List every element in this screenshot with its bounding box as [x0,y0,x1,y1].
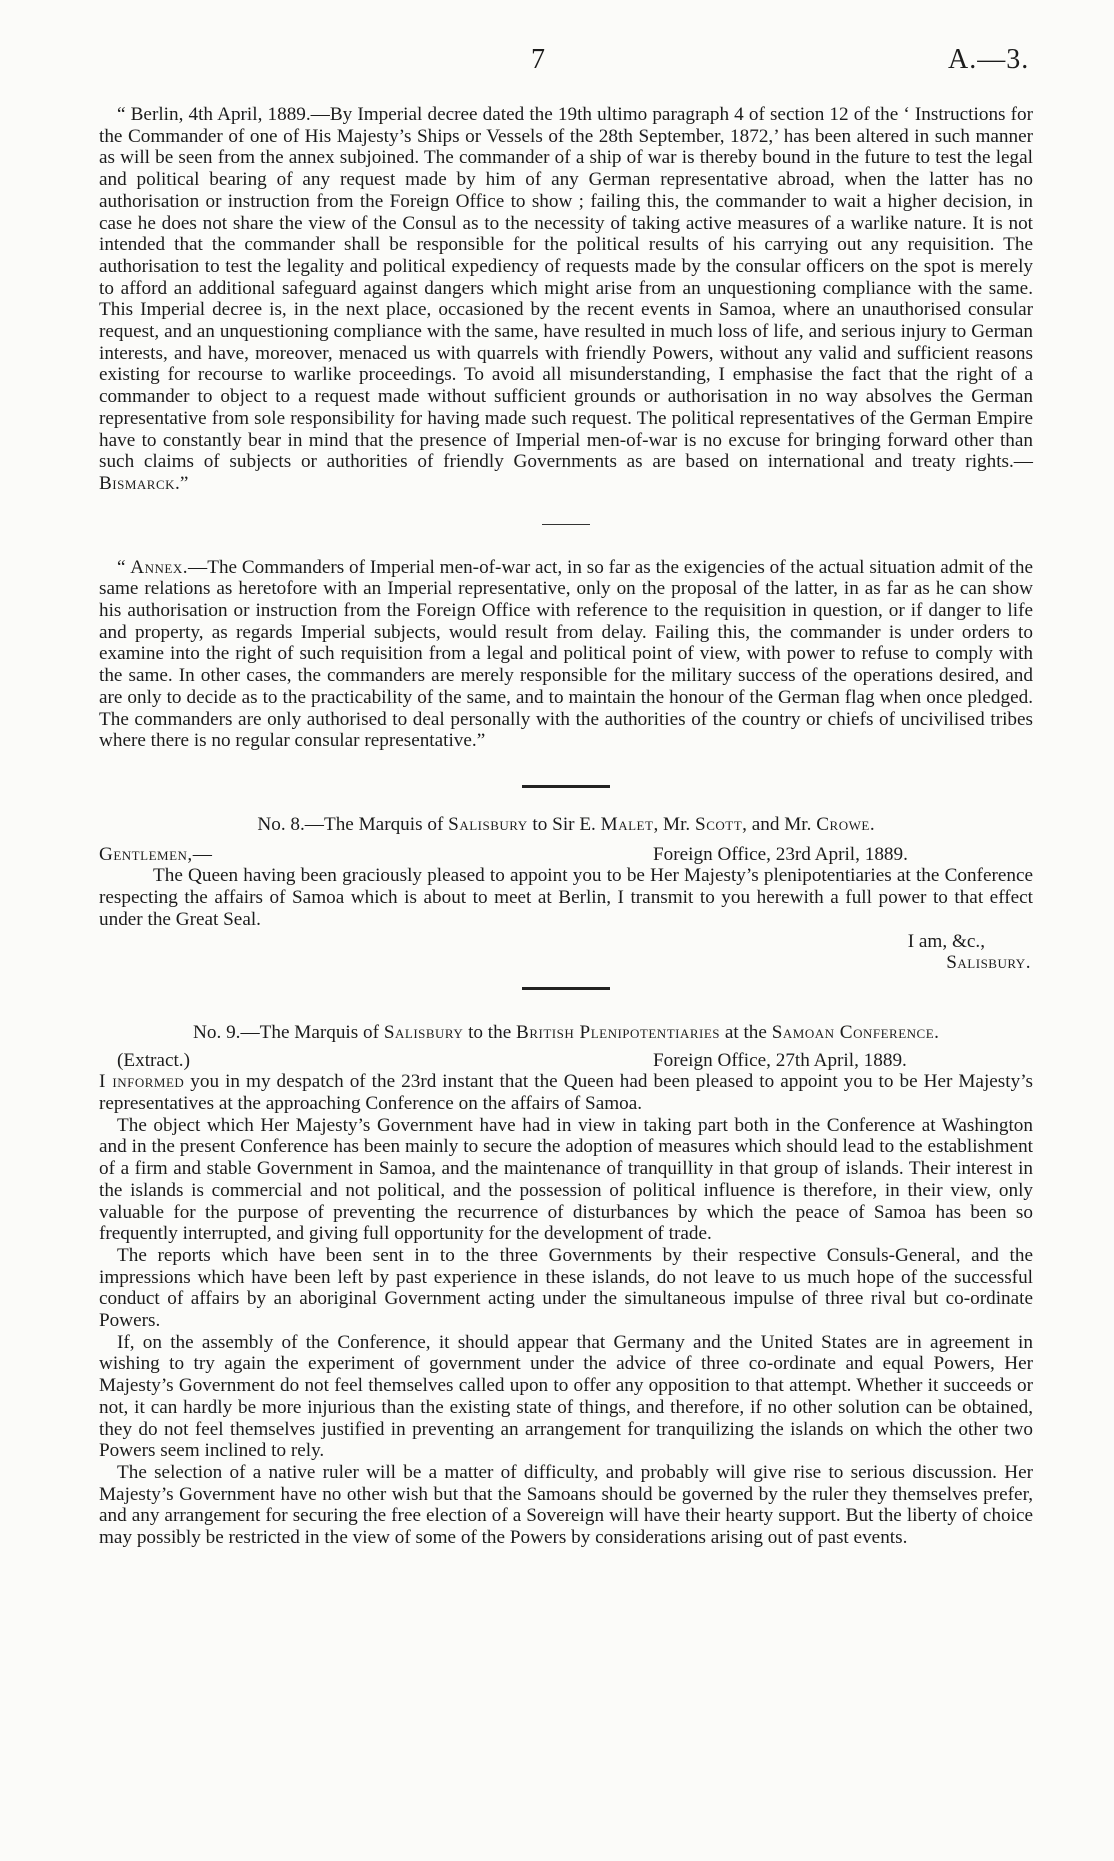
letter-9-dateline [99,1050,1033,1072]
letter-8-body: The Queen having been graciously pleased to appoint you to be Her Majesty’s plenipotentiaries at the Conference respecting the affairs of Samoa which is about to meet at Berlin, I transmit to you herewith a full power to that effect under the Great Seal. [99,865,1033,930]
letter-9-heading: No. 9.—The Marquis of Salisbury to the British Plenipotentiaries at the Samoan Conference. [193,1021,939,1043]
page-number: 7 [531,44,545,75]
annex-label: “ Annex. [117,556,189,578]
annex-paragraph: “ Annex.—The Commanders of Imperial men-of-war act, in so far as the exigencies of the actual situation admit of the same relations as heretofore with an Imperial representative, only on the proposal of the latter, in as far as he can show his authorisation or instruction from the Foreign Office with reference to the requisition in question, or if danger to life and property, as regards Imperial subjects, would result from delay. Failing this, the commander is under orders to examine into the right of such requisition from a legal and political point of view, with power to refuse to comply with the same. In other cases, the commanders are merely responsible for the military success of the operations desired, and are only to decide as to the practicability of the same, and to maintain the honour of the German flag when once pledged. The commanders are only authorised to deal personally with the authorities of the country or chiefs of uncivilised tribes where there is no regular consular representative.” [99,556,1033,752]
letter-8-dateline [99,844,1033,866]
bismarck-despatch: “ Berlin, 4th April, 1889.—By Imperial decree dated the 19th ultimo paragraph 4 of section 12 of the ‘ Instructions for the Commander of one of His Majesty’s Ships or Vessels of the 28th September, 1872,’ has been altered in such manner as will be seen from the annex subjoined. The commander of a ship of war is thereby bound in the future to test the legal and political bearing of any request made by him of any German representative abroad, when the latter has no authorisation or instruction from the Foreign Office to show ; failing this, the commander to wait a higher decision, in case he does not share the view of the Consul as to the necessity of taking active measures of a warlike nature. It is not intended that the commander shall be responsible for the political results of his carrying out any requisition. The authorisation to test the legality and political expediency of requests made by the consular officers on the spot is merely to afford an additional safeguard against dangers which might arise from an unquestioning compliance with the same. This Imperial decree is, in the next place, occasioned by the recent events in Samoa, where an unauthorised consular request, and an unquestioning compliance with the same, have resulted in much loss of life, and serious injury to German interests, and have, moreover, menaced us with quarrels with friendly Powers, without any valid and sufficient reasons existing for recourse to warlike proceedings. To avoid all misunderstanding, I emphasise the fact that the right of a commander to object to a request made without sufficient grounds or authorisation in no way absolves the German representative from sole responsibility for having made such request. The political representatives of the German Empire have to constantly bear in mind that the presence of Imperial men-of-war is no excuse for bringing forward other than such claims of subjects or authorities of friendly Governments as are based on international and treaty rights.—Bismarck.” [99,104,1033,494]
bismarck-signature: Bismarck [99,472,176,494]
letter-9-paragraph: The reports which have been sent in to the three Governments by their respective Consuls-General, and the impressions which have been left by past experience in these islands, do not leave to us much hope of the successful conduct of affairs by an aboriginal Government acting under the simultaneous impulse of three rival but co-ordinate Powers. [99,1244,1033,1332]
letter-9-paragraph: If, on the assembly of the Conference, it should appear that Germany and the United States are in agreement in wishing to try again the experiment of government under the advice of three co-ordinate and equal Powers, Her Majesty’s Government do not feel themselves called upon to offer any opposition to that attempt. Whether it succeeds or not, it can hardly be more injurious than the existing state of things, and therefore, if no other solution can be obtained, they do not feel themselves justified in preventing an arrangement for tranquilizing the islands on which the other two Powers seem inclined to rely. [99,1331,1033,1462]
extract-label: (Extract.) [117,1049,190,1071]
salutation: Gentlemen,— [99,843,213,865]
signature-salisbury: Salisbury. [946,952,1031,974]
place-date: Foreign Office, 27th April, 1889. [653,1049,907,1071]
document-reference: A.—3. [948,44,1030,75]
closing: I am, &c., [907,930,985,952]
letter-9-paragraph: The selection of a native ruler will be a matter of difficulty, and probably will give rise to serious discussion. Her Majesty’s Government have no other wish but that the Samoans should be governed by the ruler they themselves prefer, and any arrangement for securing the free election of a Sovereign will have their hearty support. But the liberty of choice may possibly be restricted in the view of some of the Powers by considerations arising out of past events. [99,1461,1033,1549]
letter-9-paragraph: The object which Her Majesty’s Government have had in view in taking part both in the Conference at Washington and in the present Conference has been mainly to secure the adoption of measures which should lead to the establishment of a firm and stable Government in Samoa, and the maintenance of tranquillity in that group of islands. Their interest in the islands is commercial and not political, and the possession of political influence is therefore, in their view, only valuable for the purpose of preventing the recurrence of disturbances by which the peace of Samoa has been so frequently interrupted, and giving full opportunity for the development of trade. [99,1114,1033,1245]
page-header [0,44,1114,84]
place-date: Foreign Office, 23rd April, 1889. [653,843,908,865]
document-body [99,104,1033,1549]
letter-9-paragraph: I informed you in my despatch of the 23rd instant that the Queen had been pleased to appoint you to be Her Majesty’s representatives at the approaching Conference on the affairs of Samoa. [99,1071,1033,1115]
letter-8-heading: No. 8.—The Marquis of Salisbury to Sir E. Malet, Mr. Scott, and Mr. Crowe. [257,813,875,835]
